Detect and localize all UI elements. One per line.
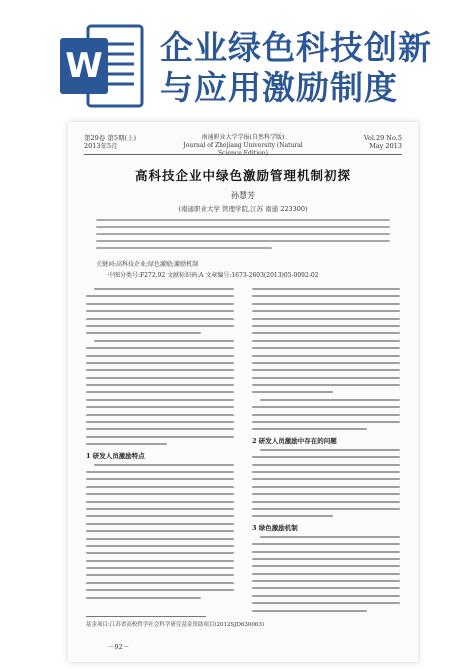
journal-volume-en — [364, 134, 402, 150]
header-rule — [84, 154, 402, 155]
paper-author: 孙慧芳 — [231, 191, 255, 200]
journal-date-en-line: May 2013 — [369, 142, 402, 150]
document-page-preview — [68, 122, 418, 662]
journal-vol-en-line: Vol.29 No.5 — [363, 134, 402, 142]
paper-affiliation: (南通职业大学 管理学院,江苏 南通 223300) — [178, 205, 308, 213]
journal-name-en: Journal of Zhejiang University (Natural Science Edition) — [183, 142, 303, 157]
body-column-right — [252, 288, 400, 617]
journal-volume — [84, 134, 136, 150]
keywords: 关键词:高科技企业;绿色激励;激励机制 — [96, 261, 199, 268]
section-heading-3: 3 绿色激励机制 — [252, 523, 298, 532]
word-document-icon — [58, 22, 146, 110]
header-banner — [0, 0, 474, 118]
journal-date-line: 2013年5月 — [84, 142, 118, 150]
journal-name-cn: 南通职业大学学报(自然科学版) — [201, 134, 285, 141]
section-heading-2: 2 研发人员激励中存在的问题 — [252, 436, 337, 445]
section-heading-1: 1 研发人员激励特点 — [86, 451, 145, 460]
banner-title-line1: 企业绿色科技创新 — [160, 28, 432, 67]
footnote-rule — [86, 616, 206, 617]
svg-text:W: W — [65, 46, 103, 86]
journal-volume-line: 第29卷 第5期(上) — [84, 134, 137, 142]
page-number: －92－ — [108, 643, 130, 651]
footnote: 基金项目:江苏省高校哲学社会科学研究基金资助项目(2012SJD630063) — [86, 622, 265, 628]
body-column-left — [86, 288, 234, 604]
banner-title — [160, 28, 460, 108]
abstract-text — [96, 219, 390, 254]
classification-line: 中图分类号:F272.92 文献标识码:A 文章编号:1673-2603(2013)05-0092-02 — [108, 272, 319, 279]
banner-title-line2: 与应用激励制度 — [160, 68, 398, 107]
paper-title: 高科技企业中绿色激励管理机制初探 — [134, 168, 351, 183]
